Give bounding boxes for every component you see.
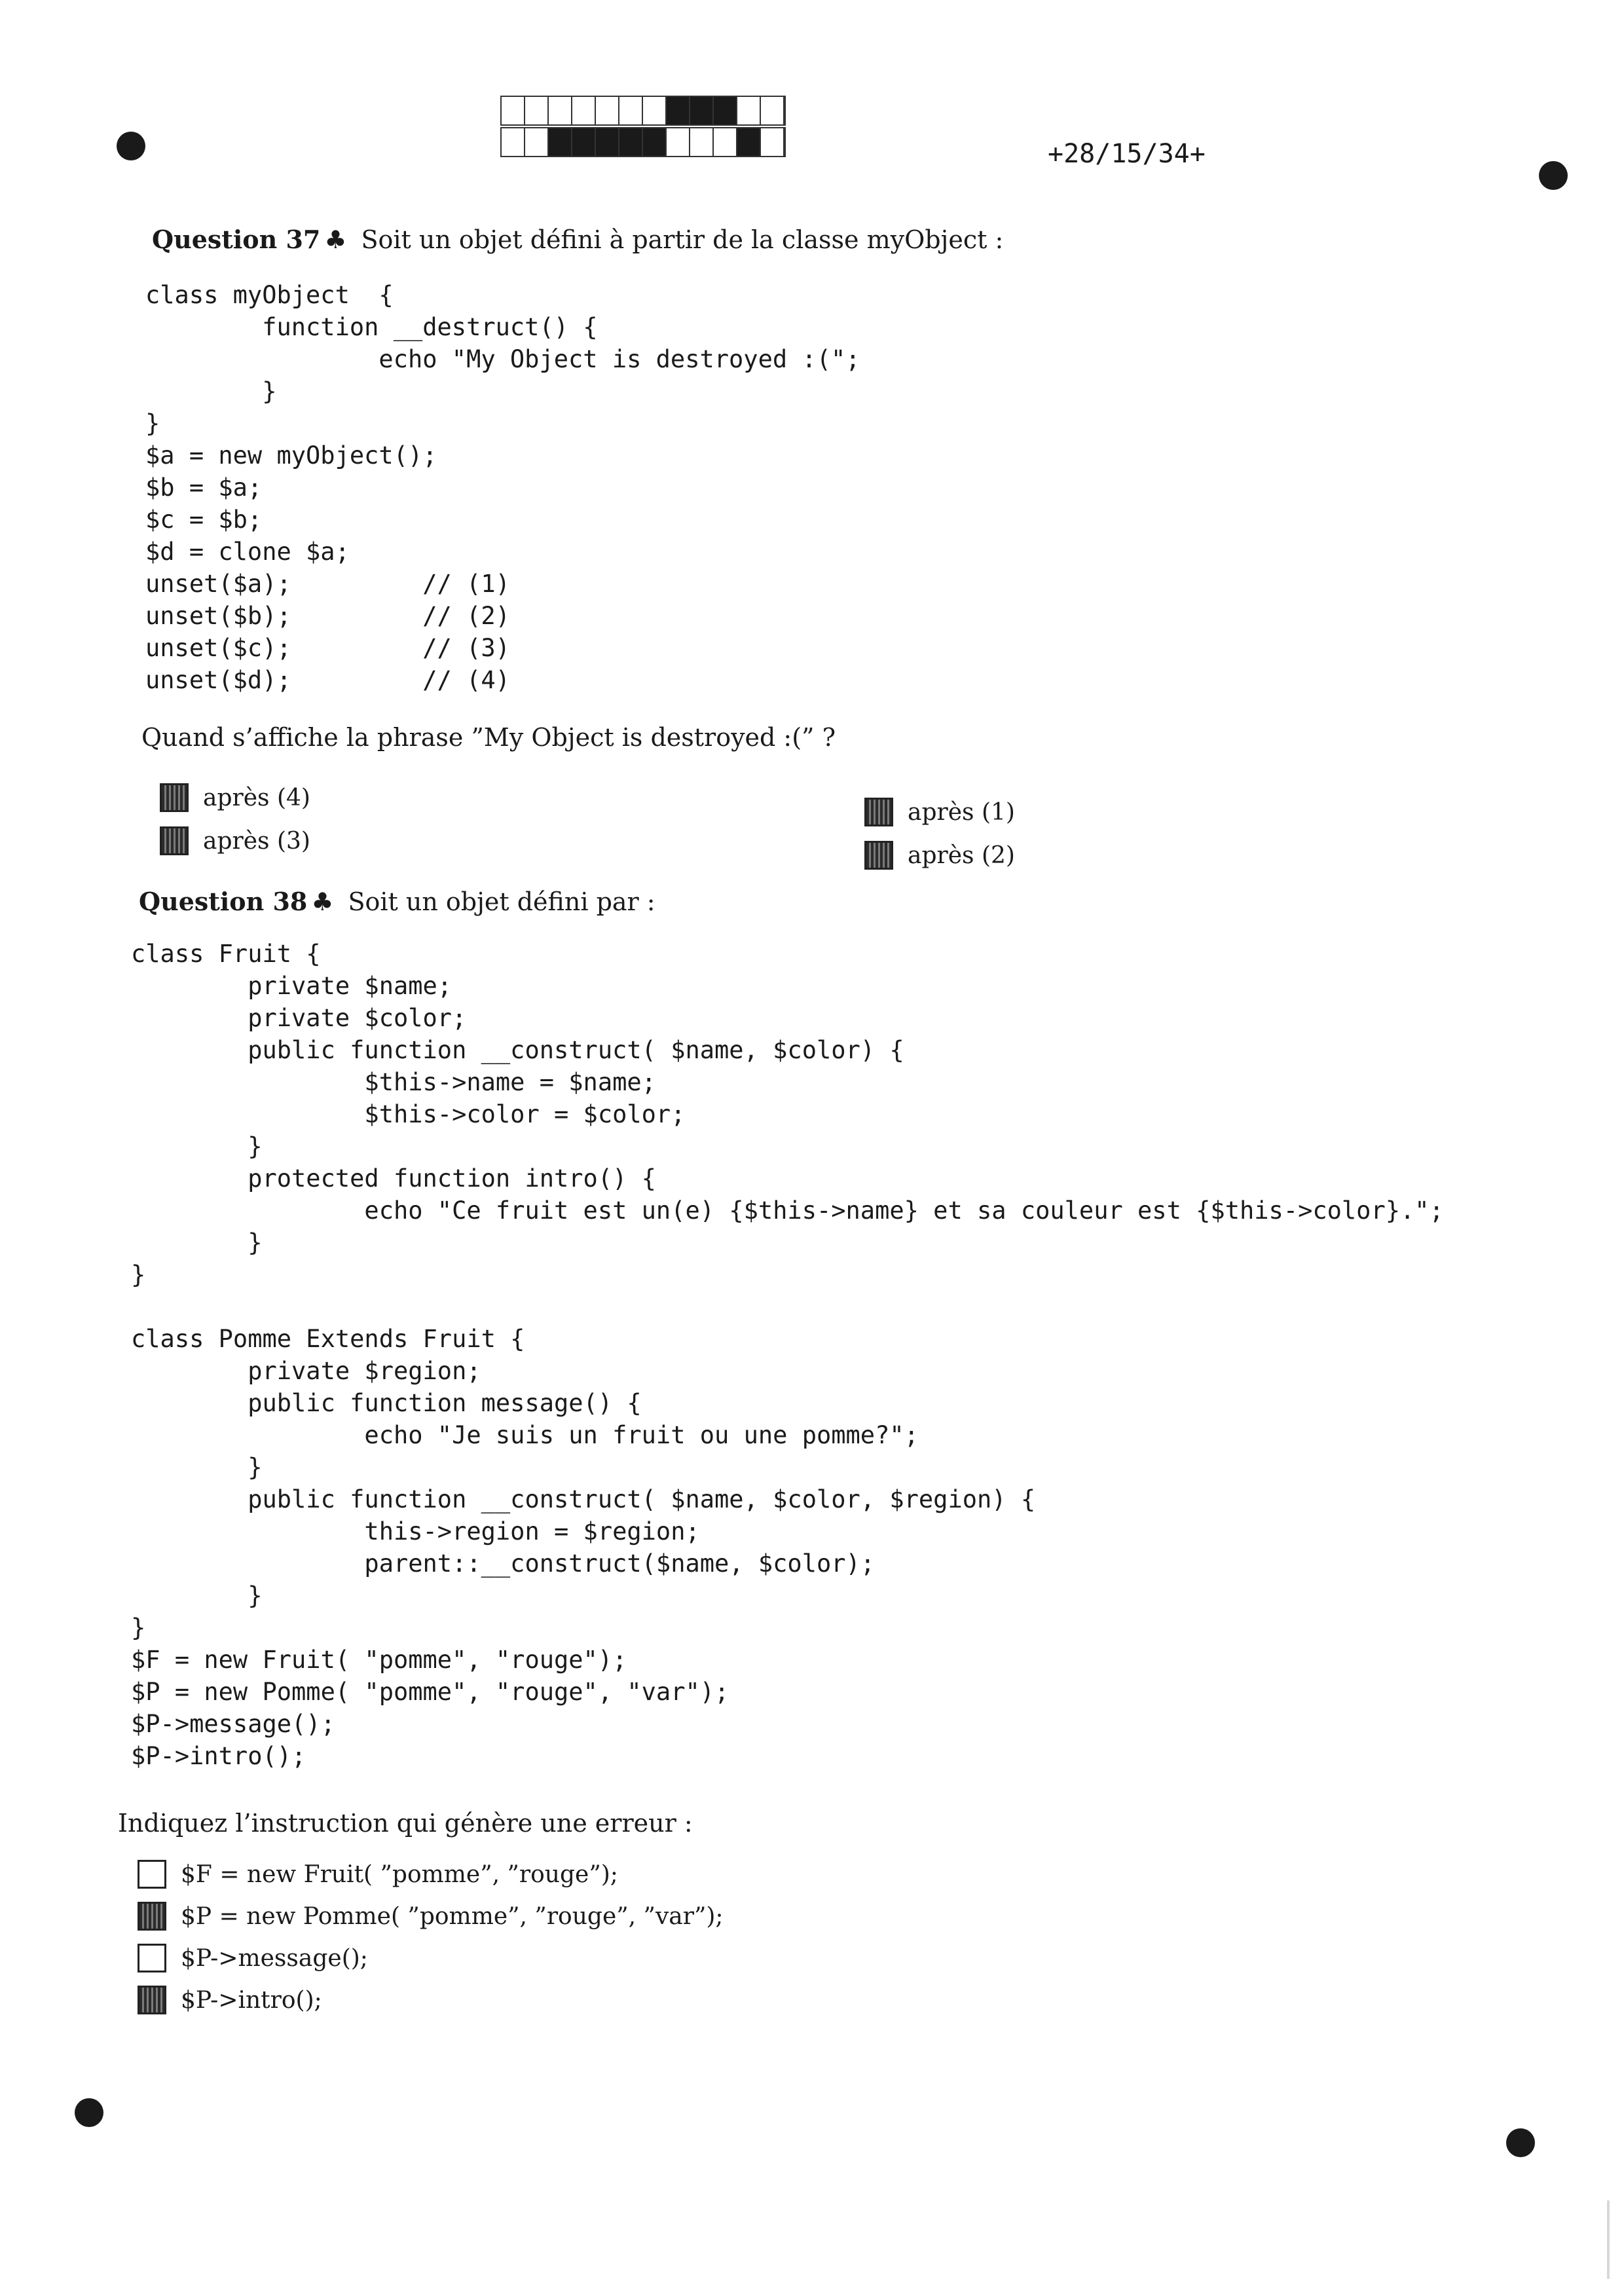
barcode-row-bottom	[500, 127, 786, 157]
barcode-cell	[549, 128, 572, 156]
q38-code-line: private $name;	[248, 972, 452, 1000]
q38-code-line: }	[131, 1614, 146, 1642]
q37-checkbox-4[interactable]	[864, 841, 893, 870]
barcode-cell	[525, 128, 549, 156]
q38-code-line: }	[248, 1453, 263, 1481]
q38-answer-3-label: $P->message();	[181, 1944, 368, 1972]
q38-code-line: $F = new Fruit( "pomme", "rouge");	[131, 1646, 627, 1674]
registration-dot-top-left	[117, 132, 145, 160]
barcode-cell	[643, 97, 667, 124]
q38-code-line: }	[248, 1132, 263, 1160]
club-icon: ♣	[311, 887, 334, 916]
q37-answer-4[interactable]	[864, 841, 1015, 870]
q38-code-line: class Fruit {	[131, 940, 321, 968]
barcode-cell	[690, 128, 714, 156]
q38-code-line: echo "Ce fruit est un(e) {$this->name} et sa couleur est {$this->color}.";	[364, 1196, 1444, 1225]
q38-code-line: $P = new Pomme( "pomme", "rouge", "var");	[131, 1678, 729, 1706]
q38-code-line: public function __construct( $name, $color) {	[248, 1036, 904, 1064]
club-icon: ♣	[324, 225, 347, 254]
q38-answer-3[interactable]	[138, 1944, 368, 1972]
q38-code-line: this->region = $region;	[364, 1517, 700, 1546]
barcode-cell	[690, 97, 714, 124]
q37-code-line: unset($b); // (2)	[145, 602, 510, 630]
q38-code-line: public function message() {	[248, 1389, 642, 1417]
scan-edge-mark	[1607, 2200, 1610, 2279]
question-38-prompt: Indiquez l’instruction qui génère une erreur :	[118, 1809, 693, 1838]
q38-checkbox-1[interactable]	[138, 1860, 166, 1889]
q37-answer-2[interactable]	[160, 826, 310, 855]
q38-code-line: class Pomme Extends Fruit {	[131, 1325, 525, 1353]
q38-code-line: private $color;	[248, 1004, 467, 1032]
registration-dot-bottom-left	[75, 2098, 103, 2127]
barcode-cell	[714, 128, 737, 156]
question-37-code	[145, 279, 860, 696]
q37-code-line: unset($d); // (4)	[145, 666, 510, 694]
q37-answer-1[interactable]	[160, 783, 310, 812]
q37-code-line: }	[145, 409, 160, 437]
question-37-intro: Soit un objet défini à partir de la classe myObject :	[361, 225, 1004, 254]
q38-code-line: $this->name = $name;	[364, 1068, 656, 1096]
barcode-cell	[572, 97, 596, 124]
q37-answer-1-label: après (4)	[203, 784, 310, 811]
question-38-header	[139, 887, 655, 916]
q37-code-line: echo "My Object is destroyed :(";	[378, 345, 860, 373]
barcode-cell	[643, 128, 667, 156]
q38-checkbox-4[interactable]	[138, 1986, 166, 2014]
q37-code-line: function __destruct() {	[262, 313, 598, 341]
q37-answer-3-label: après (1)	[908, 798, 1015, 826]
q37-code-line: $c = $b;	[145, 506, 263, 534]
barcode-cell	[619, 97, 643, 124]
barcode-cell	[737, 128, 761, 156]
barcode-cell	[714, 97, 737, 124]
q37-checkbox-3[interactable]	[864, 798, 893, 826]
q37-answer-2-label: après (3)	[203, 827, 310, 855]
registration-dot-top-right	[1539, 161, 1568, 190]
barcode-cell	[667, 128, 690, 156]
q38-answer-4[interactable]	[138, 1986, 322, 2014]
q37-code-line: $a = new myObject();	[145, 441, 437, 470]
q37-code-line: $d = clone $a;	[145, 538, 350, 566]
q38-code-line: private $region;	[248, 1357, 481, 1385]
barcode-cell	[549, 97, 572, 124]
q37-code-line: $b = $a;	[145, 473, 263, 502]
q38-code-line: $P->message();	[131, 1710, 335, 1738]
q38-answer-1-label: $F = new Fruit( ”pomme”, ”rouge”);	[181, 1861, 618, 1888]
q38-code-line: parent::__construct($name, $color);	[364, 1549, 876, 1578]
q38-code-line: echo "Je suis un fruit ou une pomme?";	[364, 1421, 919, 1449]
q38-checkbox-2[interactable]	[138, 1902, 166, 1931]
q37-code-line: }	[262, 377, 277, 405]
question-38-intro: Soit un objet défini par :	[348, 887, 655, 916]
q38-checkbox-3[interactable]	[138, 1944, 166, 1972]
q37-checkbox-2[interactable]	[160, 826, 189, 855]
barcode-cell	[596, 128, 619, 156]
question-37-title: Question 37	[152, 225, 321, 254]
barcode-cell	[667, 97, 690, 124]
q38-code-line: protected function intro() {	[248, 1164, 656, 1193]
q38-code-line: }	[248, 1582, 263, 1610]
barcode-cell	[572, 128, 596, 156]
barcode-cell	[761, 128, 784, 156]
barcode-row-top	[500, 96, 786, 126]
q38-code-line: }	[248, 1229, 263, 1257]
q37-answer-4-label: après (2)	[908, 842, 1015, 869]
barcode-cell	[596, 97, 619, 124]
q38-answer-2-label: $P = new Pomme( ”pomme”, ”rouge”, ”var”);	[181, 1902, 724, 1930]
registration-dot-bottom-right	[1506, 2128, 1535, 2157]
q38-code-line: $P->intro();	[131, 1742, 306, 1770]
question-37-header	[152, 225, 1003, 254]
question-38-code	[131, 938, 1444, 1772]
q38-answer-4-label: $P->intro();	[181, 1986, 322, 2014]
q38-code-line: $this->color = $color;	[364, 1100, 686, 1128]
barcode-cell	[502, 128, 525, 156]
page-code: +28/15/34+	[1048, 139, 1206, 169]
q38-code-line: public function __construct( $name, $color, $region) {	[248, 1485, 1036, 1513]
question-38-title: Question 38	[139, 887, 308, 916]
q38-answer-2[interactable]	[138, 1902, 724, 1931]
q37-checkbox-1[interactable]	[160, 783, 189, 812]
q38-code-line: }	[131, 1261, 146, 1289]
barcode-cell	[502, 97, 525, 124]
q37-answer-3[interactable]	[864, 798, 1015, 826]
barcode-cell	[737, 97, 761, 124]
q37-code-line: unset($a); // (1)	[145, 570, 510, 598]
barcode-cell	[761, 97, 784, 124]
barcode-cell	[619, 128, 643, 156]
question-37-prompt: Quand s’affiche la phrase ”My Object is destroyed :(” ?	[141, 723, 836, 752]
barcode-cell	[525, 97, 549, 124]
q37-code-line: unset($c); // (3)	[145, 634, 510, 662]
q38-answer-1[interactable]	[138, 1860, 618, 1889]
q37-code-line: class myObject {	[145, 281, 394, 309]
